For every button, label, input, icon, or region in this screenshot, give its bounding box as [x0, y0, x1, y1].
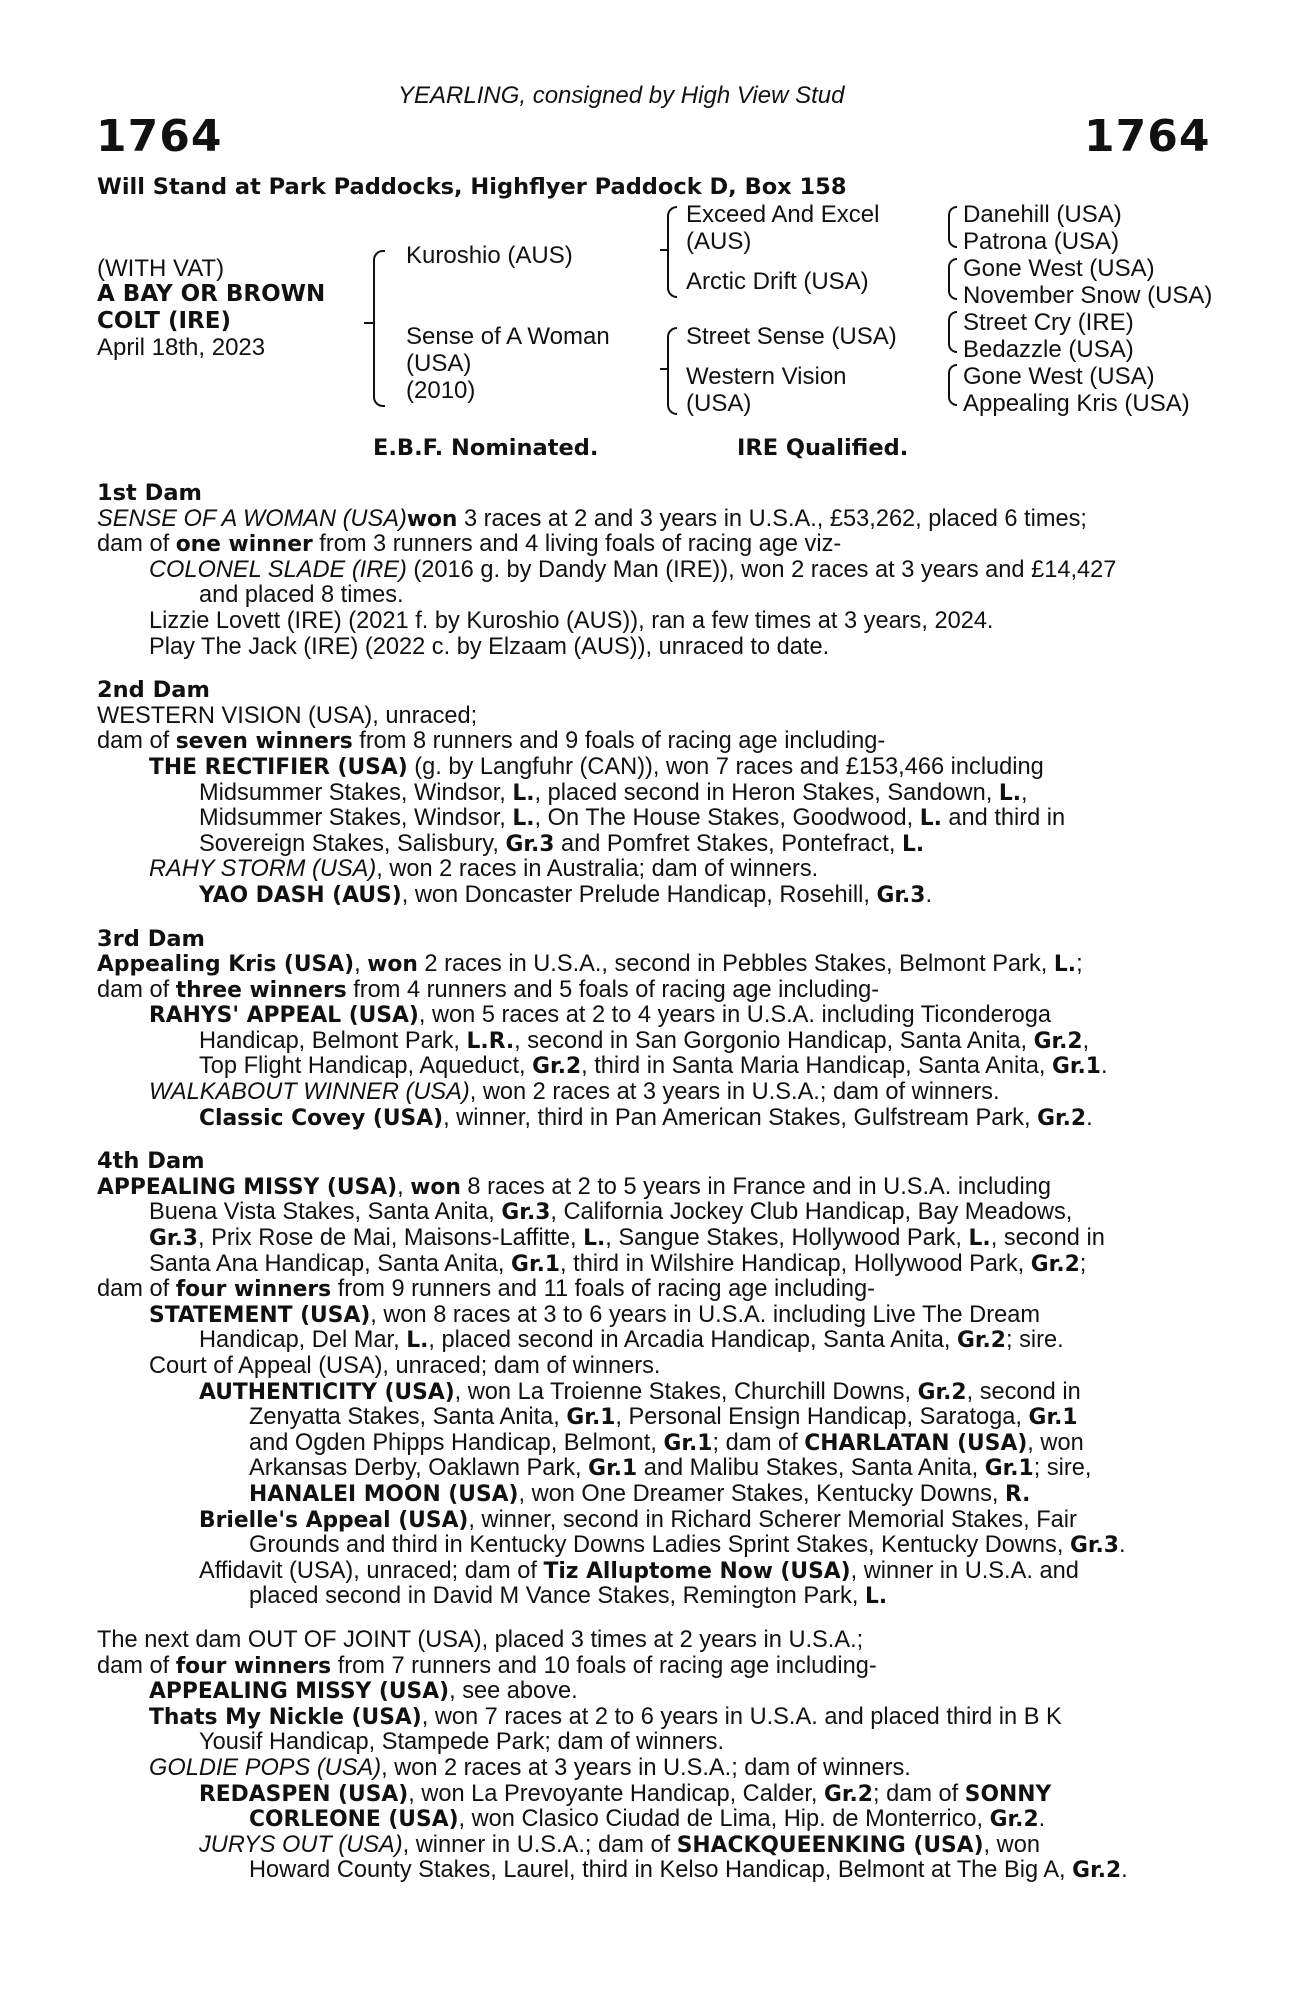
fourth-dam-line — [97, 1175, 1207, 1201]
grade: Gr.3 — [505, 831, 555, 857]
text: , winner, second in Richard Scherer Memorial Stakes, Fair — [468, 1506, 1077, 1533]
pedigree-brace-sire — [667, 206, 677, 298]
horse-name: WALKABOUT WINNER (USA) — [149, 1079, 470, 1106]
text: , won 5 races at 2 to 4 years in U.S.A. including Ticonderoga — [418, 1002, 1052, 1029]
grade: Gr.1 — [1028, 1405, 1078, 1431]
text: Midsummer Stakes, Windsor, — [199, 779, 513, 806]
pedigree-sires-dam: Arctic Drift (USA) — [686, 268, 869, 295]
produce-item-cont — [97, 1858, 1207, 1884]
pedigree-brace-sire-tip — [660, 249, 667, 251]
text: , Personal Ensign Handicap, Saratoga, — [615, 1404, 1029, 1431]
produce-summary — [97, 1277, 1207, 1303]
text: , placed second in Arcadia Handicap, Santa Anita, — [428, 1327, 957, 1354]
grade: L. — [968, 1226, 991, 1252]
produce-item — [97, 1303, 1207, 1329]
vat-note: (WITH VAT) — [97, 255, 225, 282]
text: , won 8 races at 3 to 6 years in U.S.A. including Live The Dream — [370, 1301, 1040, 1328]
produce-summary — [97, 532, 1207, 558]
produce-item — [97, 1679, 1207, 1705]
horse-name: RAHY STORM (USA) — [149, 856, 377, 883]
text: Arkansas Derby, Oaklawn Park, — [249, 1455, 589, 1482]
grade: L.R. — [466, 1028, 515, 1054]
dam-line-cont — [97, 1200, 1207, 1226]
text: from 3 runners and 4 living foals of racing age viz- — [312, 531, 842, 558]
horse-name: Classic Covey (USA) — [199, 1105, 444, 1131]
grade: Gr.1 — [663, 1430, 713, 1456]
dam-name: SENSE OF A WOMAN (USA) — [97, 505, 407, 532]
text: ; dam of — [872, 1780, 965, 1807]
winner-count: seven winners — [175, 729, 353, 755]
first-dam-line — [97, 507, 1207, 533]
text: , — [1082, 1027, 1090, 1054]
grade: Gr.2 — [1072, 1858, 1122, 1884]
text: , — [1021, 779, 1028, 806]
grade: Gr.3 — [501, 1200, 551, 1226]
produce-summary — [97, 1654, 1207, 1680]
grade: R. — [1004, 1481, 1031, 1507]
text: ; — [1079, 1250, 1087, 1277]
grade: Gr.2 — [989, 1807, 1039, 1833]
produce-item: Court of Appeal (USA), unraced; dam of winners. — [149, 1353, 661, 1379]
text: Affidavit (USA), unraced; dam of — [199, 1557, 544, 1584]
text: dam of — [97, 976, 176, 1003]
grade: Gr.2 — [1037, 1105, 1087, 1131]
text: , won 7 races at 2 to 6 years in U.S.A. and placed third in B K — [421, 1703, 1062, 1730]
grade: L. — [864, 1584, 888, 1610]
horse-name: CHARLATAN (USA) — [804, 1430, 1028, 1456]
produce-item — [97, 1705, 1207, 1731]
grade: Gr.1 — [588, 1456, 638, 1482]
text: dam of — [97, 1652, 176, 1679]
horse-name: JURYS OUT (USA) — [199, 1831, 403, 1858]
text: Handicap, Del Mar, — [199, 1327, 407, 1354]
dam-line-cont — [97, 1252, 1207, 1278]
text: . — [1038, 1806, 1046, 1833]
horse-name: SONNY — [964, 1781, 1052, 1807]
produce-item — [97, 1003, 1207, 1029]
pedigree-brace-main-tip — [364, 322, 373, 324]
pedigree-brace-g1 — [948, 206, 957, 248]
horse-name: GOLDIE POPS (USA) — [149, 1754, 382, 1781]
text: ; — [1076, 951, 1083, 978]
text: ; dam of — [712, 1429, 805, 1456]
produce-item-cont: Yousif Handicap, Stampede Park; dam of winners. — [199, 1729, 725, 1756]
produce-item-cont — [97, 1431, 1207, 1457]
produce-item-cont — [97, 1456, 1207, 1482]
produce-summary — [97, 729, 1207, 755]
produce-item-cont — [97, 1054, 1207, 1080]
produce-item-cont — [97, 806, 1207, 832]
text: placed second in David M Vance Stakes, Remington Park, — [249, 1583, 865, 1610]
text: , won La Troienne Stakes, Churchill Downs, — [454, 1378, 918, 1405]
grade: Gr.2 — [532, 1054, 582, 1080]
produce-item-cont — [97, 1807, 1207, 1833]
text: , winner in U.S.A.; dam of — [402, 1831, 677, 1858]
text: , third in Wilshire Handicap, Hollywood Park, — [560, 1250, 1031, 1277]
text: , second in San Gorgonio Handicap, Santa Anita, — [514, 1027, 1034, 1054]
text: , won 2 races at 3 years in U.S.A.; dam of winners. — [381, 1754, 911, 1781]
text: dam of — [97, 1276, 176, 1303]
pedigree-brace-g4 — [948, 364, 957, 406]
winner-count: four winners — [175, 1277, 332, 1303]
text: , placed second in Heron Stakes, Sandown, — [534, 779, 999, 806]
horse-name: Tiz Alluptome Now (USA) — [543, 1558, 851, 1584]
grade: Gr.2 — [917, 1379, 967, 1405]
produce-item: Lizzie Lovett (IRE) (2021 f. by Kuroshio (AUS)), ran a few times at 3 years, 2024. — [149, 607, 994, 634]
produce-item — [97, 1508, 1207, 1534]
produce-item — [97, 1782, 1207, 1808]
text: , Sangue Stakes, Hollywood Park, — [605, 1225, 969, 1252]
produce-item — [97, 558, 1207, 584]
catalogue-body — [97, 481, 1207, 1884]
grade: Gr.3 — [149, 1226, 198, 1252]
grade: Gr.1 — [566, 1405, 616, 1431]
produce-item-cont — [97, 832, 1207, 858]
text: . — [925, 881, 932, 908]
ire-note: IRE Qualified. — [737, 435, 909, 461]
pedigree-brace-dam-tip — [660, 368, 667, 370]
text: , — [354, 951, 368, 978]
grade: L. — [512, 806, 535, 832]
pedigree-brace-g3 — [948, 311, 957, 353]
grade: Gr.1 — [1051, 1054, 1101, 1080]
pedigree-dams-dam-1: Western Vision — [686, 363, 847, 390]
produce-item — [97, 1380, 1207, 1406]
text: , Prix Rose de Mai, Maisons-Laffitte, — [197, 1225, 584, 1252]
produce-item-cont — [97, 1405, 1207, 1431]
horse-name: THE RECTIFIER (USA) — [149, 754, 408, 780]
produce-item — [97, 857, 1207, 883]
text: , — [397, 1173, 411, 1200]
pedigree-brace-dam — [667, 327, 677, 415]
text: , see above. — [449, 1678, 578, 1705]
grade: L. — [998, 780, 1021, 806]
fourth-dam-heading: 4th Dam — [97, 1148, 205, 1175]
text: Sovereign Stakes, Salisbury, — [199, 830, 506, 857]
third-dam-line — [97, 952, 1207, 978]
horse-name: Thats My Nickle (USA) — [149, 1704, 422, 1730]
produce-item-cont — [97, 1533, 1207, 1559]
grade: Gr.2 — [824, 1781, 873, 1807]
text: , second in — [990, 1225, 1105, 1252]
lot-number-right: 1764 — [1084, 111, 1211, 162]
text: Buena Vista Stakes, Santa Anita, — [149, 1199, 502, 1226]
text: from 7 runners and 10 foals of racing age including- — [331, 1652, 877, 1679]
pedigree-dams-sire: Street Sense (USA) — [686, 323, 897, 350]
grade: L. — [901, 831, 925, 857]
grade: Gr.3 — [876, 882, 926, 908]
horse-description-1: A BAY OR BROWN — [97, 281, 326, 307]
produce-item — [97, 883, 1207, 909]
horse-name: Brielle's Appeal (USA) — [199, 1507, 469, 1533]
text: , won — [1027, 1429, 1084, 1456]
horse-name: AUTHENTICITY (USA) — [199, 1379, 455, 1405]
text: , won One Dreamer Stakes, Kentucky Downs, — [518, 1480, 1005, 1507]
pedigree-g-sss: Danehill (USA) — [963, 201, 1122, 228]
second-dam-heading: 2nd Dam — [97, 677, 210, 704]
text: , won — [983, 1831, 1040, 1858]
grade: Gr.1 — [511, 1251, 561, 1277]
text: , On The House Stakes, Goodwood, — [534, 805, 920, 832]
horse-name: STATEMENT (USA) — [149, 1302, 371, 1328]
dam-name: APPEALING MISSY (USA) — [97, 1174, 398, 1200]
first-dam-heading: 1st Dam — [97, 480, 202, 506]
grade: Gr.1 — [984, 1456, 1034, 1482]
text: 3 races at 2 and 3 years in U.S.A., £53,262, placed 6 times; — [457, 505, 1087, 532]
lot-number-left: 1764 — [96, 111, 223, 162]
text: , won Clasico Ciudad de Lima, Hip. de Monterrico, — [458, 1806, 990, 1833]
grade: Gr.3 — [1069, 1533, 1119, 1559]
text: and Malibu Stakes, Santa Anita, — [637, 1455, 985, 1482]
text: from 9 runners and 11 foals of racing age including- — [331, 1276, 875, 1303]
text: ; sire, — [1033, 1455, 1092, 1482]
grade: L. — [919, 806, 942, 832]
horse-name: SHACKQUEENKING (USA) — [676, 1832, 984, 1858]
text: Zenyatta Stakes, Santa Anita, — [249, 1404, 567, 1431]
horse-description-2: COLT (IRE) — [97, 308, 231, 334]
text: , won 2 races at 3 years in U.S.A.; dam of winners. — [469, 1079, 1000, 1106]
pedigree-g-sdd: November Snow (USA) — [963, 282, 1213, 309]
text: dam of — [97, 728, 176, 755]
third-dam-heading: 3rd Dam — [97, 925, 205, 952]
text: . — [1086, 1104, 1093, 1131]
text: Howard County Stakes, Laurel, third in Kelso Handicap, Belmont at The Big A, — [249, 1857, 1073, 1884]
text: ; sire. — [1005, 1327, 1064, 1354]
next-dam-line: The next dam OUT OF JOINT (USA), placed 3 times at 2 years in U.S.A.; — [97, 1626, 864, 1653]
horse-name: CORLEONE (USA) — [249, 1807, 459, 1833]
produce-item: Play The Jack (IRE) (2022 c. by Elzaam (AUS)), unraced to date. — [149, 633, 830, 660]
pedigree-sire: Kuroshio (AUS) — [406, 242, 573, 269]
pedigree-g-dss: Street Cry (IRE) — [963, 309, 1134, 336]
text: Midsummer Stakes, Windsor, — [199, 805, 513, 832]
pedigree-sires-sire-2: (AUS) — [686, 228, 752, 255]
text: 2 races in U.S.A., second in Pebbles Stakes, Belmont Park, — [417, 951, 1054, 978]
text: Santa Ana Handicap, Santa Anita, — [149, 1250, 512, 1277]
text: . — [1100, 1053, 1108, 1080]
horse-name: APPEALING MISSY (USA) — [149, 1679, 450, 1705]
grade: L. — [406, 1328, 429, 1354]
stabling-line: Will Stand at Park Paddocks, Highflyer Paddock D, Box 158 — [97, 174, 847, 200]
produce-item — [97, 1833, 1207, 1859]
produce-item-cont — [97, 1482, 1207, 1508]
text: from 8 runners and 9 foals of racing age including- — [352, 728, 886, 755]
pedigree-g-dds: Gone West (USA) — [963, 363, 1155, 390]
horse-name: HANALEI MOON (USA) — [249, 1481, 519, 1507]
horse-name: YAO DASH (AUS) — [199, 882, 402, 908]
text: , winner, third in Pan American Stakes, Gulfstream Park, — [443, 1104, 1038, 1131]
pedigree-g-ddd: Appealing Kris (USA) — [963, 390, 1190, 417]
text: , third in Santa Maria Handicap, Santa Anita, — [581, 1053, 1052, 1080]
winner-count: four winners — [175, 1653, 332, 1679]
pedigree-g-ssd: Patrona (USA) — [963, 228, 1120, 255]
text: and Pomfret Stakes, Pontefract, — [554, 830, 902, 857]
pedigree-dam-2: (USA) — [406, 350, 472, 377]
produce-item-cont — [97, 1584, 1207, 1610]
pedigree-g-dsd: Bedazzle (USA) — [963, 336, 1134, 363]
grade: Gr.2 — [956, 1328, 1006, 1354]
produce-item-cont — [97, 1328, 1207, 1354]
pedigree-brace-g2 — [948, 258, 957, 300]
text: dam of — [97, 531, 176, 558]
dam-name: Appealing Kris (USA) — [97, 952, 355, 978]
produce-item — [97, 1756, 1207, 1782]
second-dam-line: WESTERN VISION (USA), unraced; — [97, 702, 478, 729]
text: (g. by Langfuhr (CAN)), won 7 races and £153,466 including — [407, 753, 1044, 780]
won-label: won — [406, 506, 458, 532]
horse-name: RAHYS' APPEAL (USA) — [149, 1003, 419, 1029]
text: Top Flight Handicap, Aqueduct, — [199, 1053, 533, 1080]
text: 8 races at 2 to 5 years in France and in U.S.A. including — [460, 1173, 1052, 1200]
produce-item — [97, 1559, 1207, 1585]
produce-item-cont — [97, 1029, 1207, 1055]
won-label: won — [410, 1174, 461, 1200]
text: from 4 runners and 5 foals of racing age including- — [346, 976, 880, 1003]
text: , won La Prevoyante Handicap, Calder, — [408, 1780, 824, 1807]
pedigree-dam-1: Sense of A Woman — [406, 323, 610, 350]
grade: L. — [512, 780, 535, 806]
produce-item-cont: and placed 8 times. — [199, 582, 404, 609]
pedigree-brace-main — [373, 250, 385, 407]
produce-item — [97, 1106, 1207, 1132]
text: , winner in U.S.A. and — [850, 1557, 1079, 1584]
text: , California Jockey Club Handicap, Bay Meadows, — [550, 1199, 1073, 1226]
ebf-note: E.B.F. Nominated. — [373, 435, 599, 461]
consignment-line: YEARLING, consigned by High View Stud — [398, 82, 845, 109]
grade: L. — [583, 1226, 606, 1252]
text: , won Doncaster Prelude Handicap, Rosehill, — [401, 881, 877, 908]
text: Handicap, Belmont Park, — [199, 1027, 467, 1054]
text: , won 2 races in Australia; dam of winners. — [376, 856, 819, 883]
text: Grounds and third in Kentucky Downs Ladies Sprint Stakes, Kentucky Downs, — [249, 1532, 1070, 1559]
horse-name: COLONEL SLADE (IRE) — [149, 556, 407, 583]
pedigree-g-sds: Gone West (USA) — [963, 255, 1155, 282]
pedigree-sires-sire-1: Exceed And Excel — [686, 201, 880, 228]
foaling-date: April 18th, 2023 — [97, 334, 266, 361]
won-label: won — [367, 952, 418, 978]
grade: L. — [1053, 952, 1077, 978]
winner-count: three winners — [175, 977, 347, 1003]
text: and Ogden Phipps Handicap, Belmont, — [249, 1429, 664, 1456]
pedigree-dam-3: (2010) — [406, 377, 476, 404]
produce-summary — [97, 978, 1207, 1004]
text: , second in — [966, 1378, 1081, 1405]
horse-name: REDASPEN (USA) — [199, 1781, 409, 1807]
pedigree-dams-dam-2: (USA) — [686, 390, 752, 417]
text: . — [1121, 1857, 1128, 1884]
text: (2016 g. by Dandy Man (IRE)), won 2 races at 3 years and £14,427 — [406, 556, 1117, 583]
dam-line-cont — [97, 1226, 1207, 1252]
grade: Gr.2 — [1030, 1251, 1080, 1277]
grade: Gr.2 — [1033, 1028, 1083, 1054]
produce-item — [97, 1080, 1207, 1106]
text: and third in — [941, 805, 1066, 832]
produce-item-cont — [97, 781, 1207, 807]
produce-item — [97, 755, 1207, 781]
winner-count: one winner — [175, 532, 313, 558]
text: . — [1118, 1532, 1126, 1559]
